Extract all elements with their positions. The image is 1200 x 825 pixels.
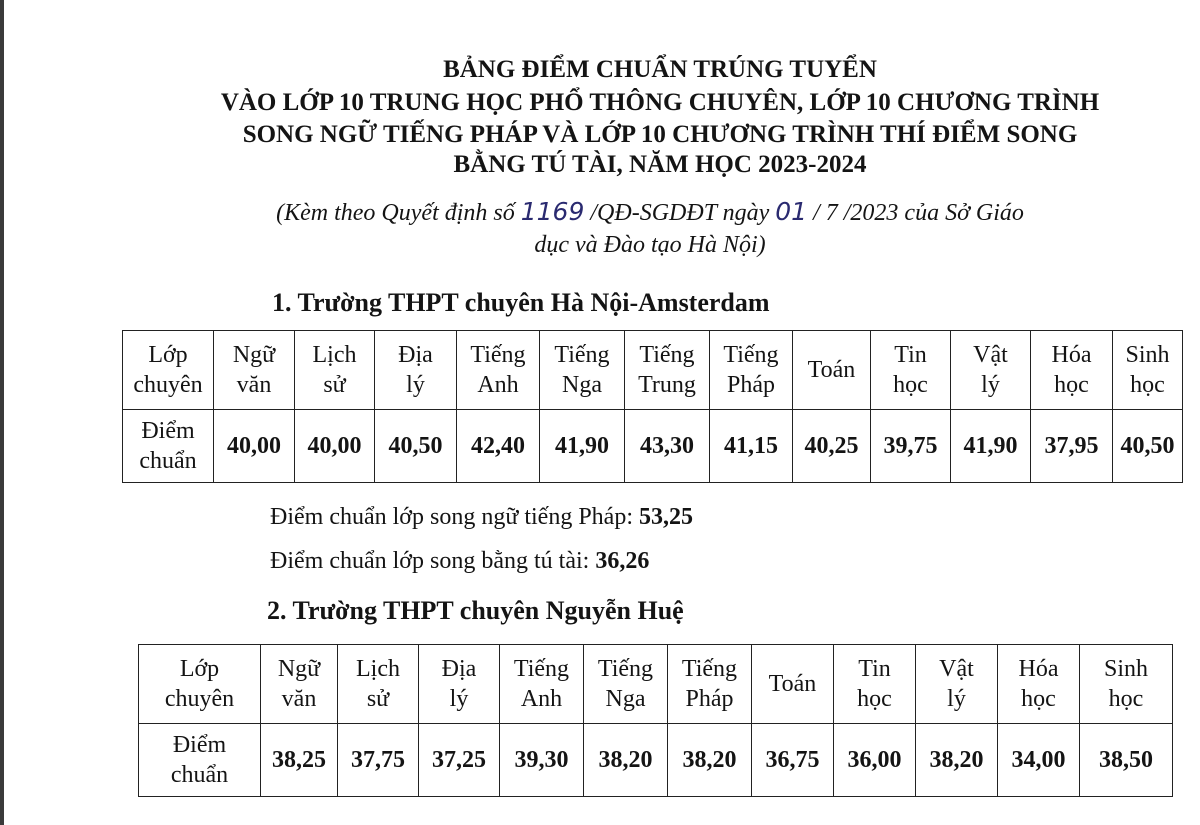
decision-reference <box>150 196 1150 229</box>
header-word: Toán <box>807 357 856 383</box>
score-cell: 38,25 <box>261 724 338 797</box>
header-cell <box>998 645 1080 724</box>
score-cell: 38,50 <box>1080 724 1173 797</box>
note-french-label: Điểm chuẩn lớp song ngữ tiếng Pháp: <box>270 504 639 530</box>
header-cell <box>295 331 375 410</box>
header-cell <box>338 645 419 724</box>
decision-prefix: (Kèm theo Quyết định số <box>276 200 521 226</box>
header-word: Địa <box>398 342 433 368</box>
row-label-word: Điểm <box>141 418 195 444</box>
score-cell: 37,25 <box>419 724 500 797</box>
header-cell <box>951 331 1031 410</box>
row-label-word: chuẩn <box>139 448 197 474</box>
header-word: Pháp <box>685 686 734 712</box>
note-dual-value: 36,26 <box>595 548 650 574</box>
header-cell <box>710 331 793 410</box>
header-word: lý <box>981 372 1000 398</box>
header-word: Tiếng <box>554 342 610 368</box>
header-word: văn <box>236 372 272 398</box>
handwritten-day: 01 <box>775 197 808 226</box>
header-word: Hóa <box>1018 656 1059 682</box>
note-dual-label: Điểm chuẩn lớp song bằng tú tài: <box>270 548 596 574</box>
header-cell <box>1031 331 1113 410</box>
score-cell: 43,30 <box>625 410 710 483</box>
row-label-cell <box>139 724 261 797</box>
score-cell: 34,00 <box>998 724 1080 797</box>
header-word: Nga <box>562 372 602 398</box>
score-cell: 38,20 <box>916 724 998 797</box>
header-cell <box>834 645 916 724</box>
header-cell <box>1080 645 1173 724</box>
header-word: lý <box>406 372 425 398</box>
table-score-row <box>139 724 1173 797</box>
header-cell <box>916 645 998 724</box>
header-word: Vật <box>973 342 1008 368</box>
header-word: chuyên <box>164 686 235 712</box>
header-word: Anh <box>477 372 519 398</box>
header-word: Tiếng <box>681 656 738 682</box>
header-word: học <box>1021 686 1056 712</box>
header-word: Hóa <box>1051 342 1092 368</box>
header-word: học <box>1130 372 1165 398</box>
header-word: Tin <box>858 656 891 682</box>
score-cell: 40,25 <box>793 410 871 483</box>
header-word: học <box>1054 372 1089 398</box>
score-cell: 39,75 <box>871 410 951 483</box>
section-1-heading: 1. Trường THPT chuyên Hà Nội-Amsterdam <box>272 288 770 317</box>
header-cell <box>668 645 752 724</box>
header-cell <box>752 645 834 724</box>
page-left-edge <box>0 0 4 825</box>
header-word: sử <box>366 686 390 712</box>
document-title-line-4: BẰNG TÚ TÀI, NĂM HỌC 2023-2024 <box>453 151 867 178</box>
decision-suffix: / 7 /2023 của Sở Giáo <box>807 200 1024 226</box>
score-cell: 38,20 <box>584 724 668 797</box>
header-word: Tiếng <box>470 342 526 368</box>
header-word: học <box>857 686 892 712</box>
header-cell <box>261 645 338 724</box>
header-word: Toán <box>768 671 817 697</box>
row-label-cell <box>123 410 214 483</box>
score-cell: 41,90 <box>540 410 625 483</box>
document-title-line-2: VÀO LỚP 10 TRUNG HỌC PHỔ THÔNG CHUYÊN, LỚP 10 CHƯƠNG TRÌNH <box>220 89 1100 116</box>
row-label-word: chuẩn <box>170 762 229 788</box>
score-cell: 37,75 <box>338 724 419 797</box>
score-cell: 36,00 <box>834 724 916 797</box>
table-score-row <box>123 410 1183 483</box>
score-cell: 37,95 <box>1031 410 1113 483</box>
score-cell: 39,30 <box>500 724 584 797</box>
handwritten-decision-number: 1169 <box>520 197 585 226</box>
header-cell <box>1113 331 1183 410</box>
header-cell <box>214 331 295 410</box>
header-cell <box>584 645 668 724</box>
header-cell <box>540 331 625 410</box>
header-word: chuyên <box>133 372 203 398</box>
header-cell <box>500 645 584 724</box>
row-label-word: Điểm <box>172 732 227 758</box>
section-2-heading: 2. Trường THPT chuyên Nguyễn Huệ <box>267 596 684 625</box>
note-dual-diploma <box>270 546 649 576</box>
header-cell <box>123 331 214 410</box>
header-word: Lịch <box>356 656 400 682</box>
header-cell <box>871 331 951 410</box>
header-word: sử <box>323 372 346 398</box>
score-cell: 38,20 <box>668 724 752 797</box>
score-cell: 40,00 <box>295 410 375 483</box>
note-french-bilingual <box>270 502 693 532</box>
header-word: học <box>1108 686 1144 712</box>
header-word: Địa <box>441 656 477 682</box>
header-word: Lớp <box>148 342 188 368</box>
header-word: Tiếng <box>597 656 654 682</box>
header-word: Trung <box>638 372 696 398</box>
score-cell: 36,75 <box>752 724 834 797</box>
note-french-value: 53,25 <box>639 504 693 530</box>
header-word: Anh <box>520 686 563 712</box>
score-cell: 40,50 <box>1113 410 1183 483</box>
header-cell <box>375 331 457 410</box>
document-title-line-1: BẢNG ĐIỂM CHUẨN TRÚNG TUYỂN <box>443 56 877 83</box>
table-header-row <box>139 645 1173 724</box>
header-word: Lịch <box>312 342 357 368</box>
decision-middle: /QĐ-SGDĐT ngày <box>584 200 776 226</box>
header-cell <box>457 331 540 410</box>
header-word: Tiếng <box>513 656 570 682</box>
header-word: Sinh <box>1125 342 1170 368</box>
header-word: Ngữ <box>232 342 276 368</box>
header-cell <box>419 645 500 724</box>
document-title-line-3: SONG NGỮ TIẾNG PHÁP VÀ LỚP 10 CHƯƠNG TRÌNH THÍ ĐIỂM SONG <box>242 121 1078 148</box>
header-word: Nga <box>605 686 646 712</box>
header-word: Lớp <box>179 656 220 682</box>
score-cell: 40,50 <box>375 410 457 483</box>
score-cell: 41,15 <box>710 410 793 483</box>
header-word: Vật <box>939 656 974 682</box>
header-cell <box>793 331 871 410</box>
score-cell: 42,40 <box>457 410 540 483</box>
school-2-score-table <box>138 644 1173 797</box>
header-word: văn <box>281 686 317 712</box>
score-cell: 40,00 <box>214 410 295 483</box>
score-cell: 41,90 <box>951 410 1031 483</box>
header-word: Sinh <box>1103 656 1148 682</box>
header-word: Tiếng <box>723 342 779 368</box>
header-word: Ngữ <box>277 656 321 682</box>
header-cell <box>139 645 261 724</box>
header-word: học <box>893 372 928 398</box>
header-word: Tin <box>894 342 927 368</box>
decision-reference-line-2: dục và Đào tạo Hà Nội) <box>534 232 766 258</box>
table-header-row <box>123 331 1183 410</box>
header-word: Pháp <box>727 372 775 398</box>
school-1-score-table <box>122 330 1183 483</box>
header-word: Tiếng <box>639 342 695 368</box>
header-cell <box>625 331 710 410</box>
header-word: lý <box>947 686 966 712</box>
header-word: lý <box>449 686 469 712</box>
